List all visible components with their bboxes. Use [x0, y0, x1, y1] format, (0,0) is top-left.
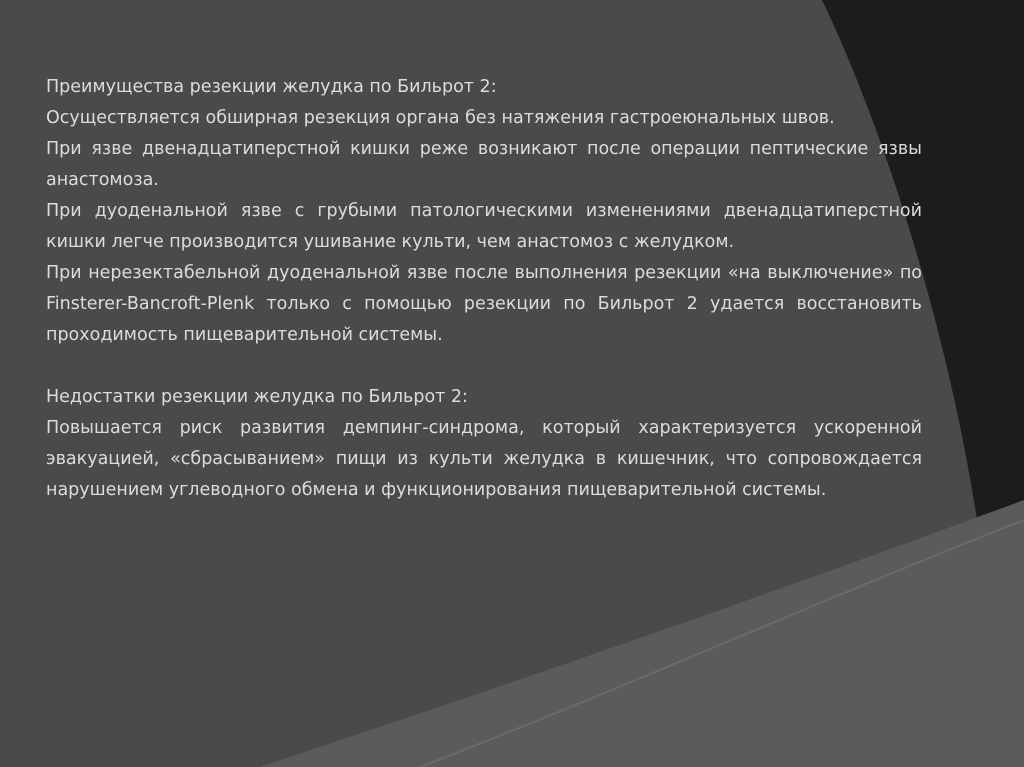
disadvantages-heading: Недостатки резекции желудка по Бильрот 2: — [46, 387, 468, 407]
advantage-item-2: При язве двенадцатиперстной кишки реже возникают после операции пептические язвы анастомоза. — [46, 139, 922, 190]
advantage-item-3: При дуоденальной язве с грубыми патологическими изменениями двенадцатиперстной кишки легче производится ушивание культи, чем анастомоз с желудком. — [46, 201, 922, 252]
advantages-heading: Преимущества резекции желудка по Бильрот 2: — [46, 77, 497, 97]
slide-text-body — [46, 72, 922, 506]
advantage-item-4: При нерезектабельной дуоденальной язве после выполнения резекции «на выключение» по Finsterer-Bancroft-Plenk только с помощью резекции по Бильрот 2 удается восстановить проходимость пищеварительной системы. — [46, 263, 922, 345]
section-spacer — [46, 351, 922, 382]
advantage-item-1: Осуществляется обширная резекция органа без натяжения гастроеюнальных швов. — [46, 108, 835, 128]
disadvantage-item-1: Повышается риск развития демпинг-синдрома, который характеризуется ускоренной эвакуацией, «сбрасыванием» пищи из культи желудка в кишечник, что сопровождается нарушением углеводного обмена и функционирования пищеварительной системы. — [46, 418, 922, 500]
